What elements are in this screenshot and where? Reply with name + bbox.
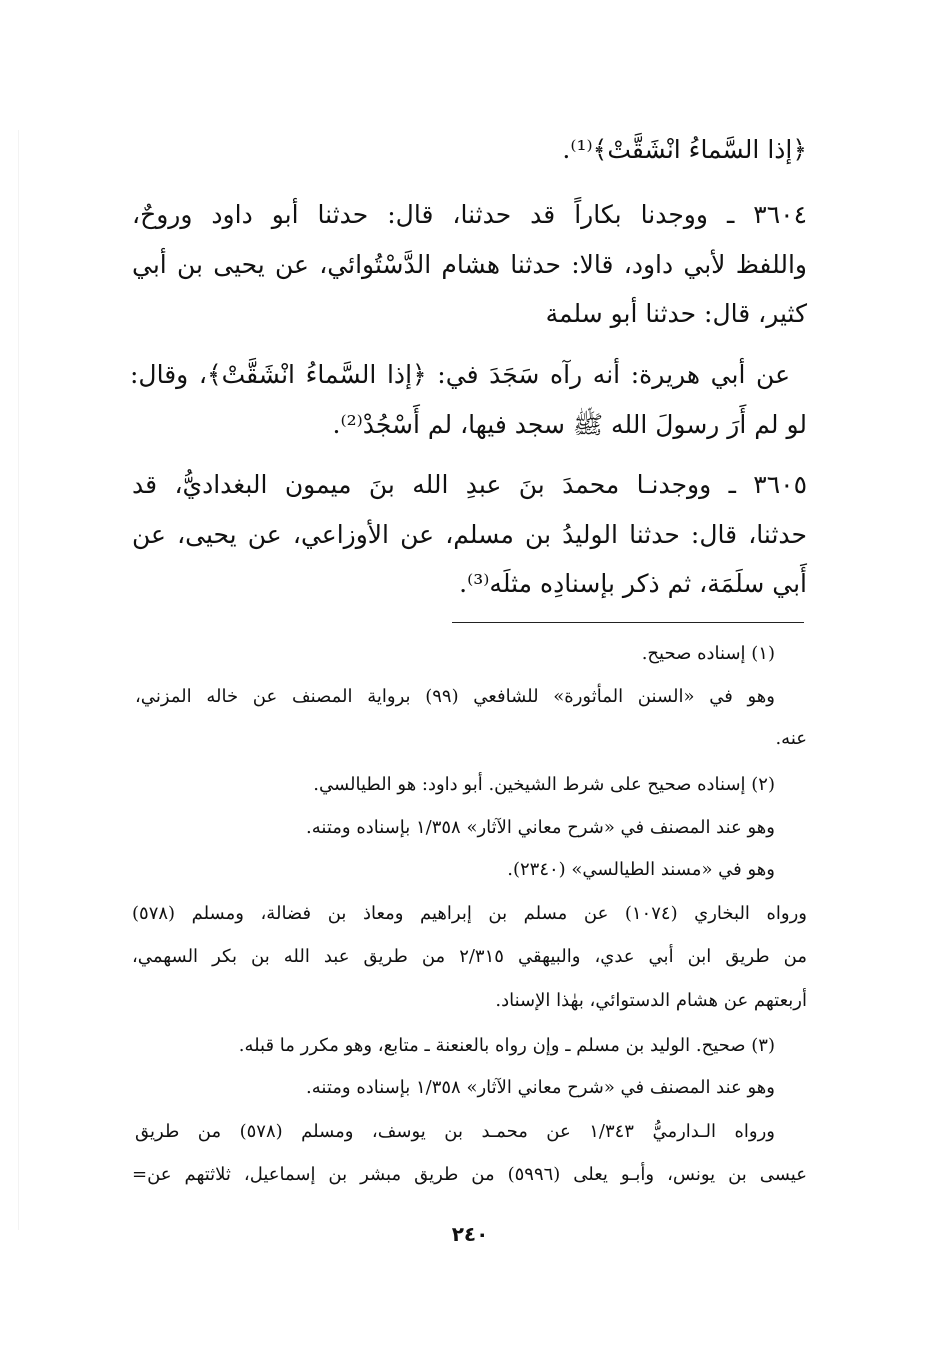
footnote-3-line-3: ورواه الـدارميُّ ١/٣٤٣ عن محمـد بن يوسف، ومسلم (٥٧٨) من طريق: [135, 1121, 775, 1142]
verse-quote-line: ﴿إذا السَّماءُ انْشَقَّتْ﴾⁽¹⁾.: [562, 135, 807, 164]
hadith-3604-line-1: ٣٦٠٤ ـ ووجدنا بكاراً قد حدثنا، قال: حدثنا أبو داود وروحٌ،: [132, 200, 807, 229]
footnote-2-line-1: (٢) إسناده صحيح على شرط الشيخين. أبو داود: هو الطيالسي.: [313, 774, 775, 795]
hadith-3605-line-3: أَبي سلَمَة، ثم ذكر بإسنادِه مثلَه⁽³⁾.: [459, 569, 807, 598]
footnote-3-line-4: عيسى بن يونس، وأبـو يعلى (٥٩٩٦) من طريق مبشر بن إسماعيل، ثلاثتهم عن=: [132, 1164, 807, 1185]
hadith-3604-cont-line-1: عن أبي هريرة: أنه رآه سَجَدَ في: ﴿إذا السَّماءُ انْشَقَّتْ﴾، وقال:: [130, 360, 790, 389]
hadith-3604-line-3: كثير، قال: حدثنا أبو سلمة: [545, 299, 807, 328]
footnote-2-line-3: وهو في «مسند الطيالسي» (٢٣٤٠).: [507, 859, 775, 880]
footnote-separator: [452, 622, 804, 623]
hadith-3604-cont-line-2: لو لم أَرَ رسولَ الله ﷺ سجد فيها، لم أَسْجُدْ⁽²⁾.: [332, 410, 807, 439]
footnote-1-line-2: وهو في «السنن المأثورة» للشافعي (٩٩) برواية المصنف عن خاله المزني،: [135, 686, 775, 707]
footnote-1-line-1: (١) إسناده صحيح.: [641, 643, 775, 664]
page-number: ٢٤٠: [451, 1222, 489, 1246]
scan-margin-shadow: [18, 130, 19, 1230]
hadith-3604-line-2: واللفظ لأبي داود، قالا: حدثنا هشام الدَّسْتُوائي، عن يحيى بن أبي: [132, 250, 807, 279]
footnote-2-line-4: ورواه البخاري (١٠٧٤) عن مسلم بن إبراهيم ومعاذ بن فضالة، ومسلم (٥٧٨): [132, 903, 807, 924]
footnote-1-line-3: عنه.: [775, 728, 807, 749]
footnote-2-line-6: أربعتهم عن هشام الدستوائي، بهٰذا الإسناد.: [495, 990, 807, 1011]
footnote-3-line-1: (٣) صحيح. الوليد بن مسلم ـ وإن رواه بالعنعنة ـ متابع، وهو مكرر ما قبله.: [238, 1035, 775, 1056]
footnote-2-line-5: من طريق ابن أبي عدي، والبيهقي ٢/٣١٥ من طريق عبد الله بن بكر السهمي،: [132, 946, 807, 967]
hadith-3605-line-2: حدثنا، قال: حدثنا الوليدُ بن مسلم، عن الأوزاعي، عن يحيى، عن: [132, 520, 807, 549]
footnote-2-line-2: وهو عند المصنف في «شرح معاني الآثار» ١/٣٥٨ بإسناده ومتنه.: [306, 817, 775, 838]
hadith-3605-line-1: ٣٦٠٥ ـ ووجدنـا محمدَ بنَ عبدِ الله بنَ ميمون البغداديُّ، قد: [132, 470, 807, 499]
footnote-3-line-2: وهو عند المصنف في «شرح معاني الآثار» ١/٣٥٨ بإسناده ومتنه.: [306, 1077, 775, 1098]
